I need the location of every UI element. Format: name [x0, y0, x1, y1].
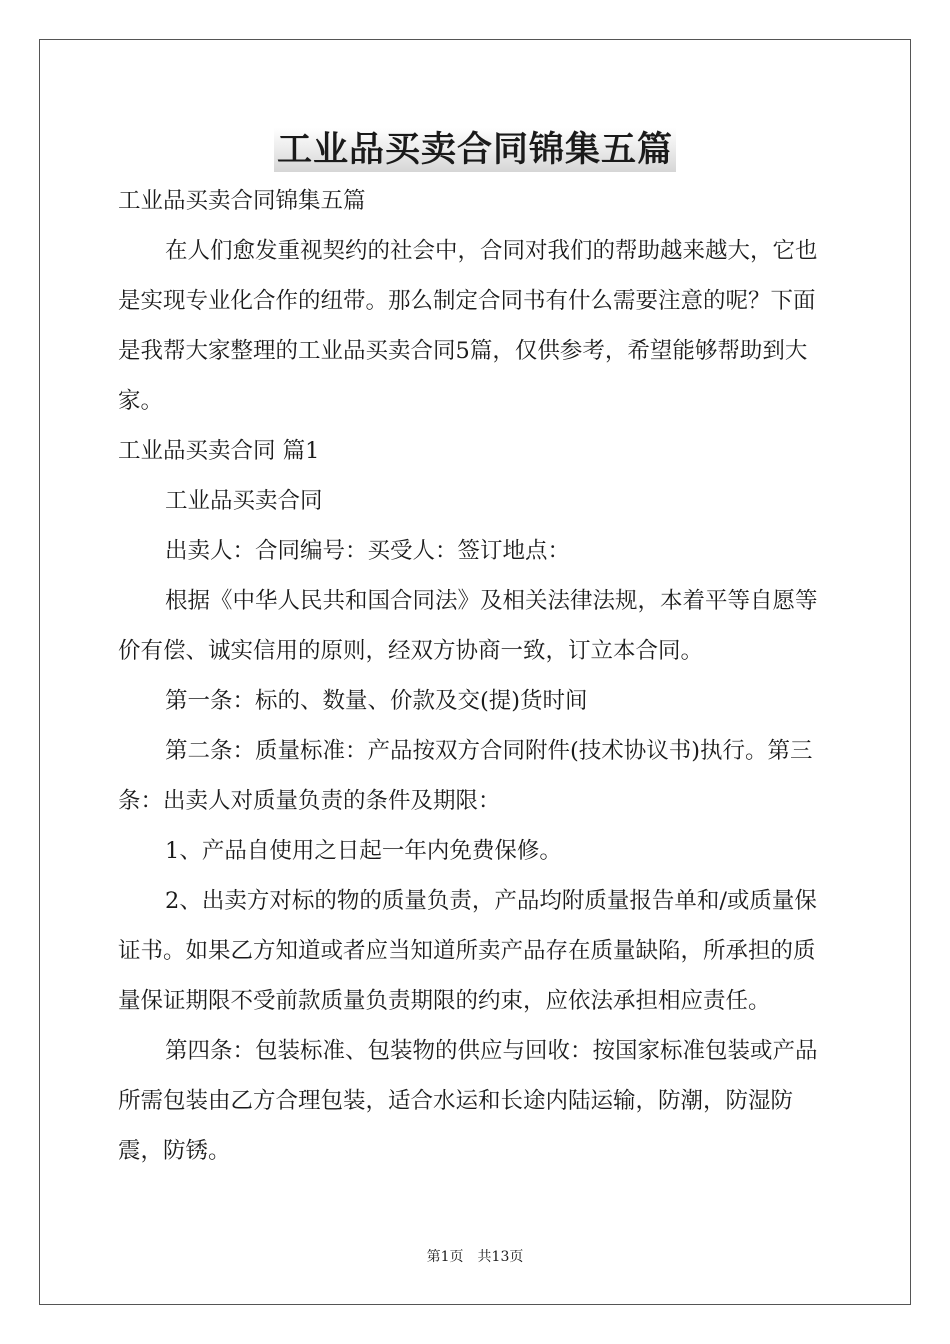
- paragraph: 出卖人：合同编号：买受人：签订地点：: [165, 538, 571, 564]
- paragraph: 1、产品自使用之日起一年内免费保修。: [165, 838, 562, 864]
- paragraph: 工业品买卖合同: [165, 488, 323, 514]
- paragraph: 工业品买卖合同 篇1: [118, 438, 320, 464]
- paragraph: 第四条：包装标准、包装物的供应与回收：按国家标准包装或产品所需包装由乙方合理包装，适合水运和长途内陆运输，防潮，防湿防震，防锈。: [118, 1038, 818, 1164]
- paragraph: 第二条：质量标准：产品按双方合同附件(技术协议书)执行。第三条：出卖人对质量负责的条件及期限：: [118, 738, 813, 814]
- paragraph: 2、出卖方对标的物的质量负责，产品均附质量报告单和/或质量保证书。如果乙方知道或者应当知道所卖产品存在质量缺陷，所承担的质量保证期限不受前款质量负责期限的约束，应依法承担相应责任。: [118, 888, 817, 1014]
- paragraph: 根据《中华人民共和国合同法》及相关法律法规，本着平等自愿等价有偿、诚实信用的原则，经双方协商一致，订立本合同。: [118, 588, 818, 664]
- title-container: [0, 128, 950, 172]
- document-body: [118, 176, 834, 1176]
- paragraph: 第一条：标的、数量、价款及交(提)货时间: [165, 688, 588, 714]
- page-footer: 第1页 共13页: [426, 1249, 524, 1265]
- paragraph: 工业品买卖合同锦集五篇: [118, 188, 366, 214]
- document-title: 工业品买卖合同锦集五篇: [274, 128, 676, 172]
- paragraph: 在人们愈发重视契约的社会中，合同对我们的帮助越来越大，它也是实现专业化合作的纽带。那么制定合同书有什么需要注意的呢？下面是我帮大家整理的工业品买卖合同5篇，仅供参考，希望能够帮助到大家。: [118, 238, 818, 414]
